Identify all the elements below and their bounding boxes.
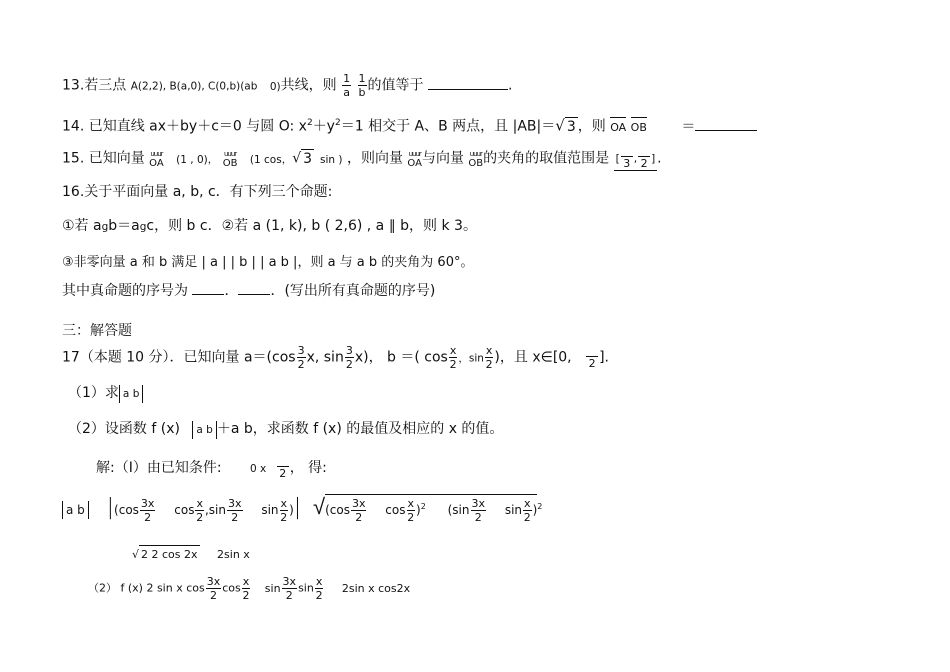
solution-equation-1: a b |(cos $\frac{3x}{2}$ cos $\frac{x}{2}$ ,sin $\frac{3x}{2}$ sin $\frac{x}{2}$ )| √(cos $\frac{3x}{2}$ cos $\frac{x}{2}$ )$^2$ (sin $\frac{3x}{2}$ sin $\frac{x}{2}$ )$^2$ [62, 494, 542, 524]
q13-fraction-1: $\frac{1}{a}$ [343, 72, 351, 99]
solution-part-2: （2） f (x) 2 sin x cos $\frac{3x}{2}$ cos $\frac{x}{2}$ sin $\frac{3x}{2}$ sin $\frac{x}{2}$ 2sin x cos2x [88, 575, 411, 602]
question-16-title: 16.关于平面向量 a, b, c．有下列三个命题: [62, 184, 333, 200]
q15-start: 15. 已知向量 [62, 150, 145, 167]
question-16-ask: 其中真命题的序号为 ． ．(写出所有真命题的序号) [62, 283, 436, 299]
vector-ob: OB [631, 119, 647, 137]
q13-points: A(2,2), B(a,0), C(0,b)(ab [130, 80, 258, 93]
proposition-1-2: ①若 agb＝agc，则 b c．②若 a (1, k), b ( 2,6) , a ∥ b，则 k 3。 [62, 218, 477, 234]
proposition-3: ③非零向量 a 和 b 满足 | a | | b | | a b |，则 a 与 a b 的夹角为 60°。 [62, 255, 474, 270]
vector-oa: OA [610, 119, 626, 137]
q13-neq: 0) [269, 80, 281, 93]
q14-start: 14. 已知直线 [62, 118, 145, 135]
section-3-title: 三：解答题 [62, 323, 132, 339]
part-1: （1）求 a b [68, 384, 143, 403]
vector-ob: uuur OB [222, 149, 238, 169]
q13-mid: 共线，则 [280, 77, 337, 94]
q13-end: 的值等于 [367, 77, 424, 94]
q16-answer-blank-1[interactable] [192, 294, 224, 295]
q14-line-eq: ax＋by＋c＝0 [149, 118, 242, 135]
q13-fraction-2: $\frac{1}{b}$ [358, 72, 366, 99]
part-2: （2）设函数 f (x) a b ＋a b，求函数 f (x) 的最值及相应的 x 的值。 [68, 421, 504, 437]
question-13: 13.若三点 A(2,2), B(a,0), C(0,b)(ab 0)共线，则 $\frac{1}{a}$ $\frac{1}{b}$ 的值等于 . [62, 72, 513, 99]
vector-ob: uuur OB [468, 149, 484, 169]
q13-answer-blank[interactable] [428, 89, 508, 90]
q16-answer-blank-2[interactable] [238, 294, 270, 295]
question-15: 15. 已知向量 uuur OA (1 , 0)， uuur OB (1 cos，√ 3 sin ) ，则向量 uuur OA 与向量 uuur OB 的夹角的取值范围是 [ 3 , 2 ] . [62, 146, 662, 171]
q15-answer: [ 3 , 2 ] [614, 146, 658, 171]
q14-answer-blank[interactable] [695, 130, 757, 131]
vector-oa: uuur OA [407, 149, 422, 169]
q13-start: 13.若三点 [62, 77, 127, 94]
solution-equation-2: √ 2 2 cos 2x 2sin x [132, 545, 250, 564]
vector-oa: uuur OA [149, 149, 164, 169]
question-17: 17（本题 10 分）．已知向量 a＝(cos $\frac{3}{2}$ x, sin $\frac{3}{2}$ x)， b ＝( cos $\frac{x}{2}$ ，sin $\frac{x}{2}$ )，且 x∈[0, 2 ]. [62, 344, 610, 371]
question-14: 14. 已知直线 ax＋by＋c＝0 与圆 O: $x^2+y^2=1$ 相交于 A、B 两点，且 |AB|＝√ 3 ，则 OA OB ＝ [62, 114, 757, 137]
solution-intro: 解:（I）由已知条件: 0 x 2 ， 得: [96, 456, 327, 480]
